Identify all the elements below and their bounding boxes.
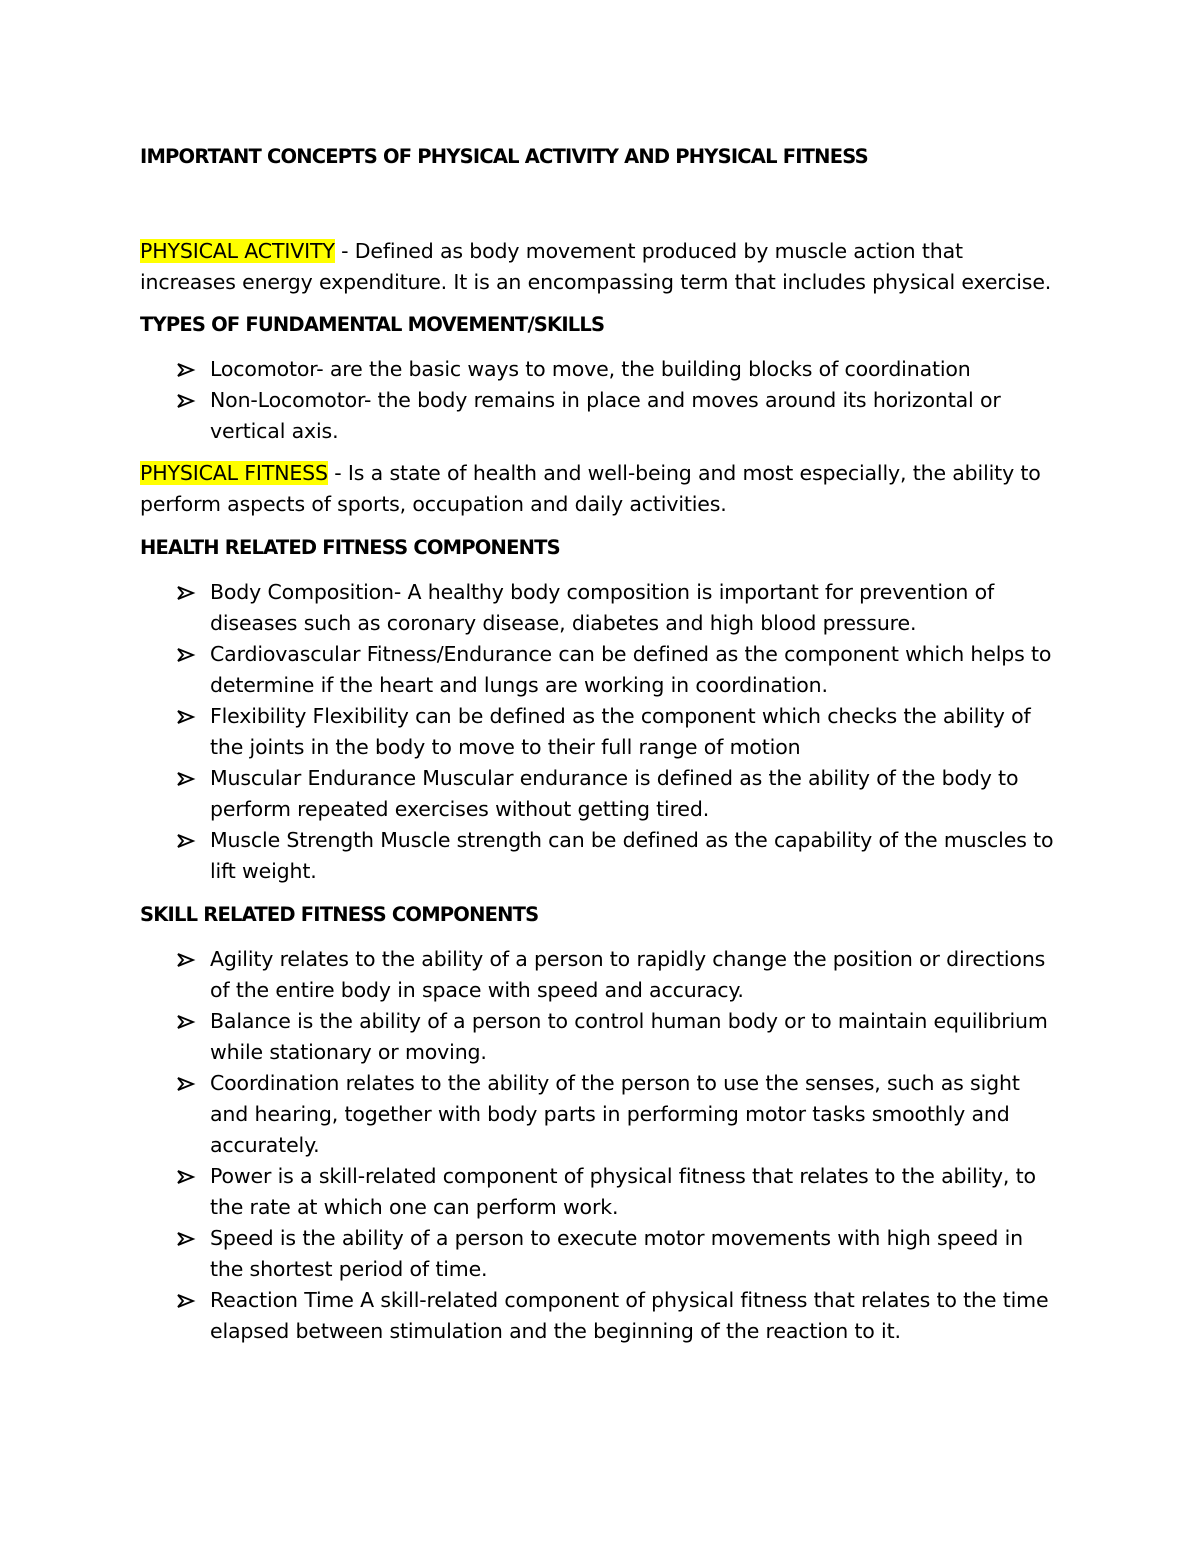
- list-item-text: Reaction Time A skill-related component of physical fitness that relates to the time elapsed between stimulation and the beginning of the reaction to it.: [210, 1288, 1049, 1343]
- list-item: [140, 825, 1060, 887]
- arrow-bullet-icon: [176, 385, 198, 416]
- list-item-text: Muscular Endurance Muscular endurance is defined as the ability of the body to perform repeated exercises without getting tired.: [210, 766, 1019, 821]
- list-item-text: Flexibility Flexibility can be defined as the component which checks the ability of the joints in the body to move to their full range of motion: [210, 704, 1031, 759]
- arrow-bullet-icon: [176, 1285, 198, 1316]
- physical-activity-paragraph: [140, 236, 1060, 298]
- physical-fitness-definition: - Is a state of health and well-being and most especially, the ability to perform aspects of sports, occupation and daily activities.: [140, 461, 1041, 516]
- list-item-text: Locomotor- are the basic ways to move, the building blocks of coordination: [210, 357, 971, 381]
- fundamental-movement-list: [140, 354, 1060, 447]
- list-item: [140, 354, 1060, 385]
- list-item: [140, 1068, 1060, 1161]
- list-item-text: Body Composition- A healthy body composition is important for prevention of diseases such as coronary disease, diabetes and high blood pressure.: [210, 580, 995, 635]
- health-related-list: [140, 577, 1060, 887]
- list-item: [140, 639, 1060, 701]
- list-item-text: Agility relates to the ability of a person to rapidly change the position or directions of the entire body in space with speed and accuracy.: [210, 947, 1046, 1002]
- list-item-text: Coordination relates to the ability of the person to use the senses, such as sight and hearing, together with body parts in performing motor tasks smoothly and accurately.: [210, 1071, 1020, 1157]
- list-item: [140, 763, 1060, 825]
- list-item: [140, 577, 1060, 639]
- document-body: [140, 140, 1060, 1347]
- list-item-text: Muscle Strength Muscle strength can be defined as the capability of the muscles to lift weight.: [210, 828, 1054, 883]
- list-item: [140, 1285, 1060, 1347]
- list-item-text: Balance is the ability of a person to control human body or to maintain equilibrium while stationary or moving.: [210, 1009, 1048, 1064]
- skill-related-list: [140, 944, 1060, 1347]
- physical-fitness-paragraph: [140, 458, 1060, 520]
- arrow-bullet-icon: [176, 825, 198, 856]
- arrow-bullet-icon: [176, 1006, 198, 1037]
- list-item: [140, 1161, 1060, 1223]
- list-item: [140, 1006, 1060, 1068]
- arrow-bullet-icon: [176, 944, 198, 975]
- arrow-bullet-icon: [176, 354, 198, 385]
- list-item: [140, 385, 1060, 447]
- arrow-bullet-icon: [176, 639, 198, 670]
- list-item-text: Cardiovascular Fitness/Endurance can be defined as the component which helps to determine if the heart and lungs are working in coordination.: [210, 642, 1052, 697]
- list-item-text: Speed is the ability of a person to execute motor movements with high speed in the shortest period of time.: [210, 1226, 1023, 1281]
- arrow-bullet-icon: [176, 1223, 198, 1254]
- list-item-text: Power is a skill-related component of physical fitness that relates to the ability, to the rate at which one can perform work.: [210, 1164, 1036, 1219]
- physical-fitness-term: PHYSICAL FITNESS: [140, 461, 328, 485]
- arrow-bullet-icon: [176, 701, 198, 732]
- arrow-bullet-icon: [176, 577, 198, 608]
- arrow-bullet-icon: [176, 763, 198, 794]
- skill-related-heading: SKILL RELATED FITNESS COMPONENTS: [140, 903, 539, 926]
- physical-activity-term: PHYSICAL ACTIVITY: [140, 239, 335, 263]
- fundamental-movement-heading: TYPES OF FUNDAMENTAL MOVEMENT/SKILLS: [140, 313, 605, 336]
- arrow-bullet-icon: [176, 1161, 198, 1192]
- list-item: [140, 944, 1060, 1006]
- health-related-heading: HEALTH RELATED FITNESS COMPONENTS: [140, 536, 560, 559]
- list-item: [140, 1223, 1060, 1285]
- page-title: IMPORTANT CONCEPTS OF PHYSICAL ACTIVITY AND PHYSICAL FITNESS: [140, 145, 868, 168]
- list-item: [140, 701, 1060, 763]
- physical-activity-definition: - Defined as body movement produced by muscle action that increases energy expenditure. It is an encompassing term that includes physical exercise.: [140, 239, 1052, 294]
- arrow-bullet-icon: [176, 1068, 198, 1099]
- list-item-text: Non-Locomotor- the body remains in place and moves around its horizontal or vertical axis.: [210, 388, 1001, 443]
